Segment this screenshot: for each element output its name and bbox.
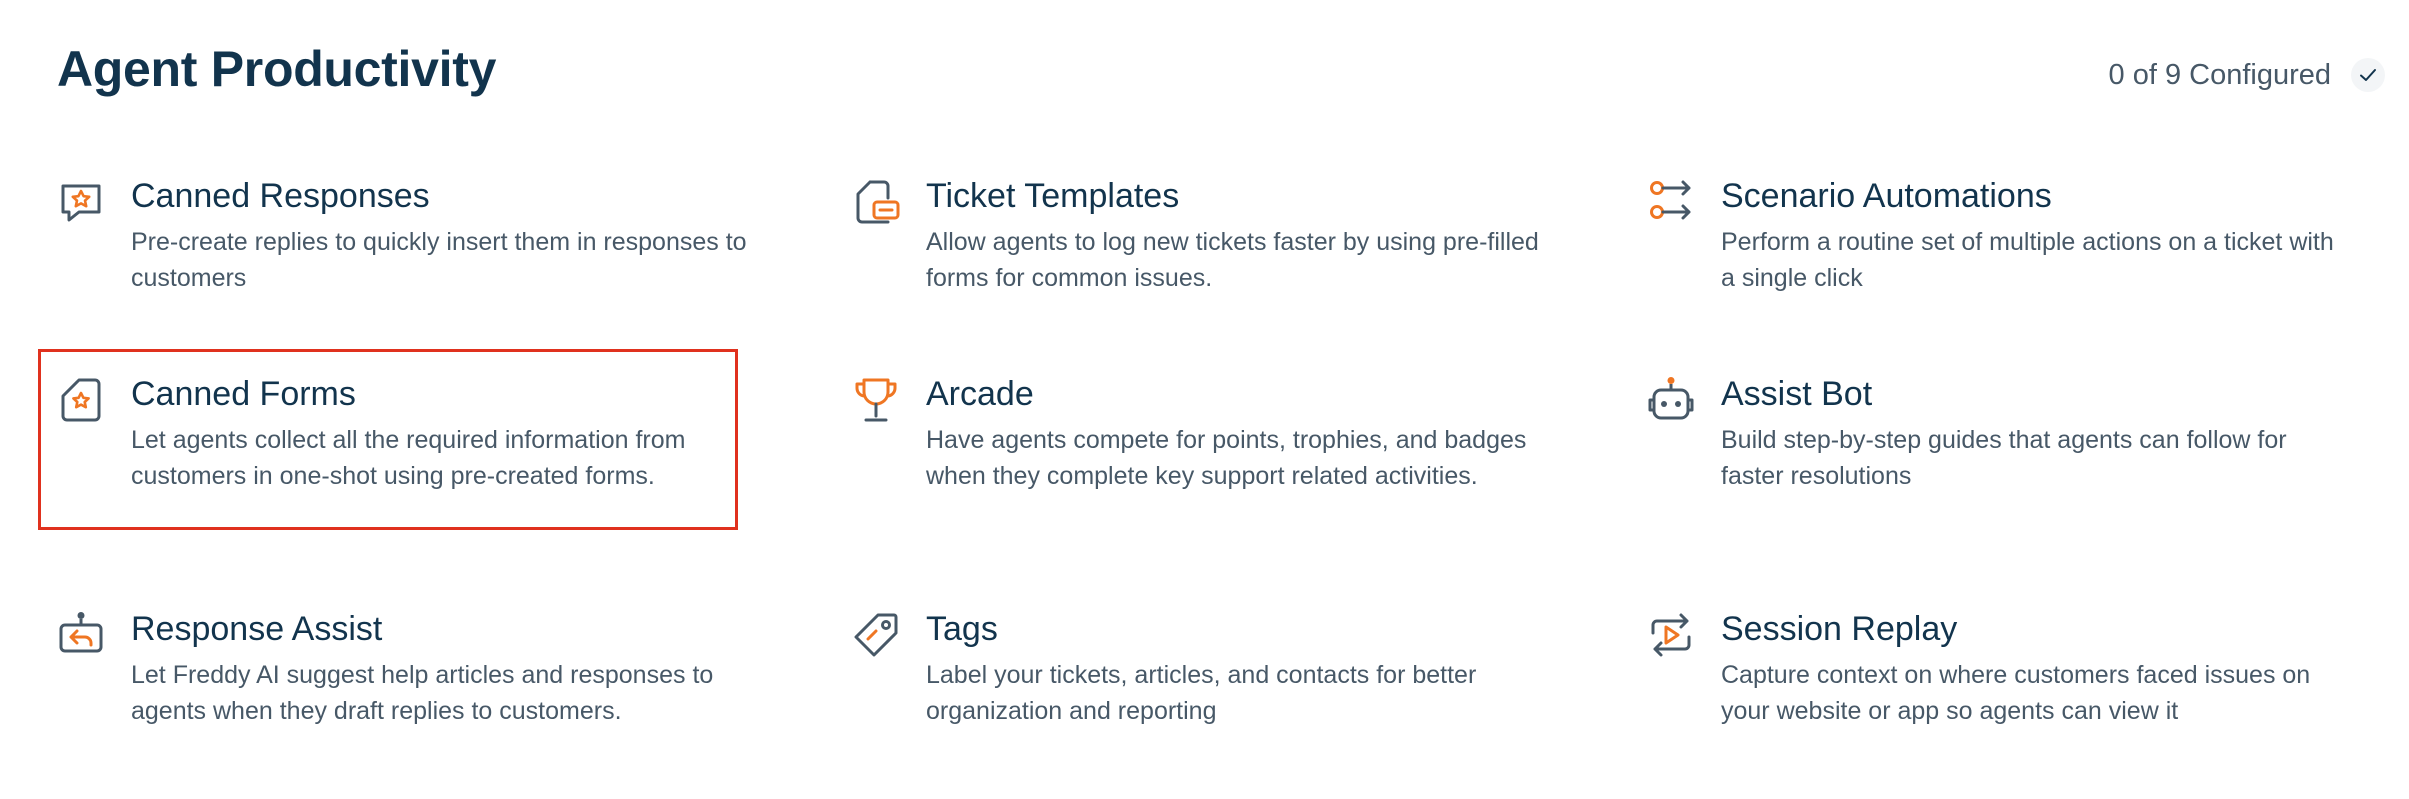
feature-title[interactable]: Response Assist: [131, 610, 383, 648]
feature-description: Capture context on where customers faced issues on your website or app so agents can view it: [1721, 661, 2311, 725]
feature-description: Allow agents to log new tickets faster by using pre-filled forms for common issues.: [926, 228, 1539, 292]
feature-description: Pre-create replies to quickly insert them in responses to customers: [131, 228, 747, 292]
config-status: [2109, 58, 2385, 92]
ticket-template-icon: [852, 178, 900, 226]
feature-description: Let agents collect all the required information from customers in one-shot using pre-created forms.: [131, 426, 686, 490]
feature-title[interactable]: Tags: [926, 610, 998, 648]
feature-card-assist-bot[interactable]: [1647, 374, 2347, 494]
config-status-text: 0 of 9 Configured: [2108, 58, 2331, 91]
feature-description: Let Freddy AI suggest help articles and responses to agents when they draft replies to customers.: [131, 661, 714, 725]
chat-star-icon: [57, 178, 105, 226]
feature-card-canned-responses[interactable]: [57, 176, 757, 296]
feature-title[interactable]: Canned Forms: [131, 375, 356, 413]
reply-assist-icon: [57, 611, 105, 659]
feature-description: Build step-by-step guides that agents can follow for faster resolutions: [1721, 426, 2287, 490]
tag-icon: [852, 611, 900, 659]
robot-icon: [1647, 376, 1695, 424]
feature-card-scenario-automations[interactable]: [1647, 176, 2347, 296]
feature-card-ticket-templates[interactable]: [852, 176, 1552, 296]
feature-title[interactable]: Arcade: [926, 375, 1034, 413]
feature-description: Label your tickets, articles, and contacts for better organization and reporting: [926, 661, 1477, 725]
feature-card-tags[interactable]: [852, 609, 1552, 729]
feature-description: Perform a routine set of multiple actions on a ticket with a single click: [1721, 228, 2334, 292]
form-star-icon: [57, 376, 105, 424]
feature-title[interactable]: Scenario Automations: [1721, 177, 2052, 215]
feature-title[interactable]: Session Replay: [1721, 610, 1958, 648]
feature-description: Have agents compete for points, trophies, and badges when they complete key support related activities.: [926, 426, 1527, 490]
feature-card-response-assist[interactable]: [57, 609, 757, 729]
feature-card-canned-forms[interactable]: [57, 374, 757, 494]
page-title: Agent Productivity: [57, 41, 497, 97]
session-replay-icon: [1647, 611, 1695, 659]
feature-title[interactable]: Assist Bot: [1721, 375, 1873, 413]
check-icon: [2351, 58, 2385, 92]
trophy-icon: [852, 376, 900, 424]
feature-title[interactable]: Canned Responses: [131, 177, 430, 215]
automation-icon: [1647, 178, 1695, 226]
feature-card-session-replay[interactable]: [1647, 609, 2347, 729]
feature-title[interactable]: Ticket Templates: [926, 177, 1180, 215]
feature-card-arcade[interactable]: [852, 374, 1552, 494]
